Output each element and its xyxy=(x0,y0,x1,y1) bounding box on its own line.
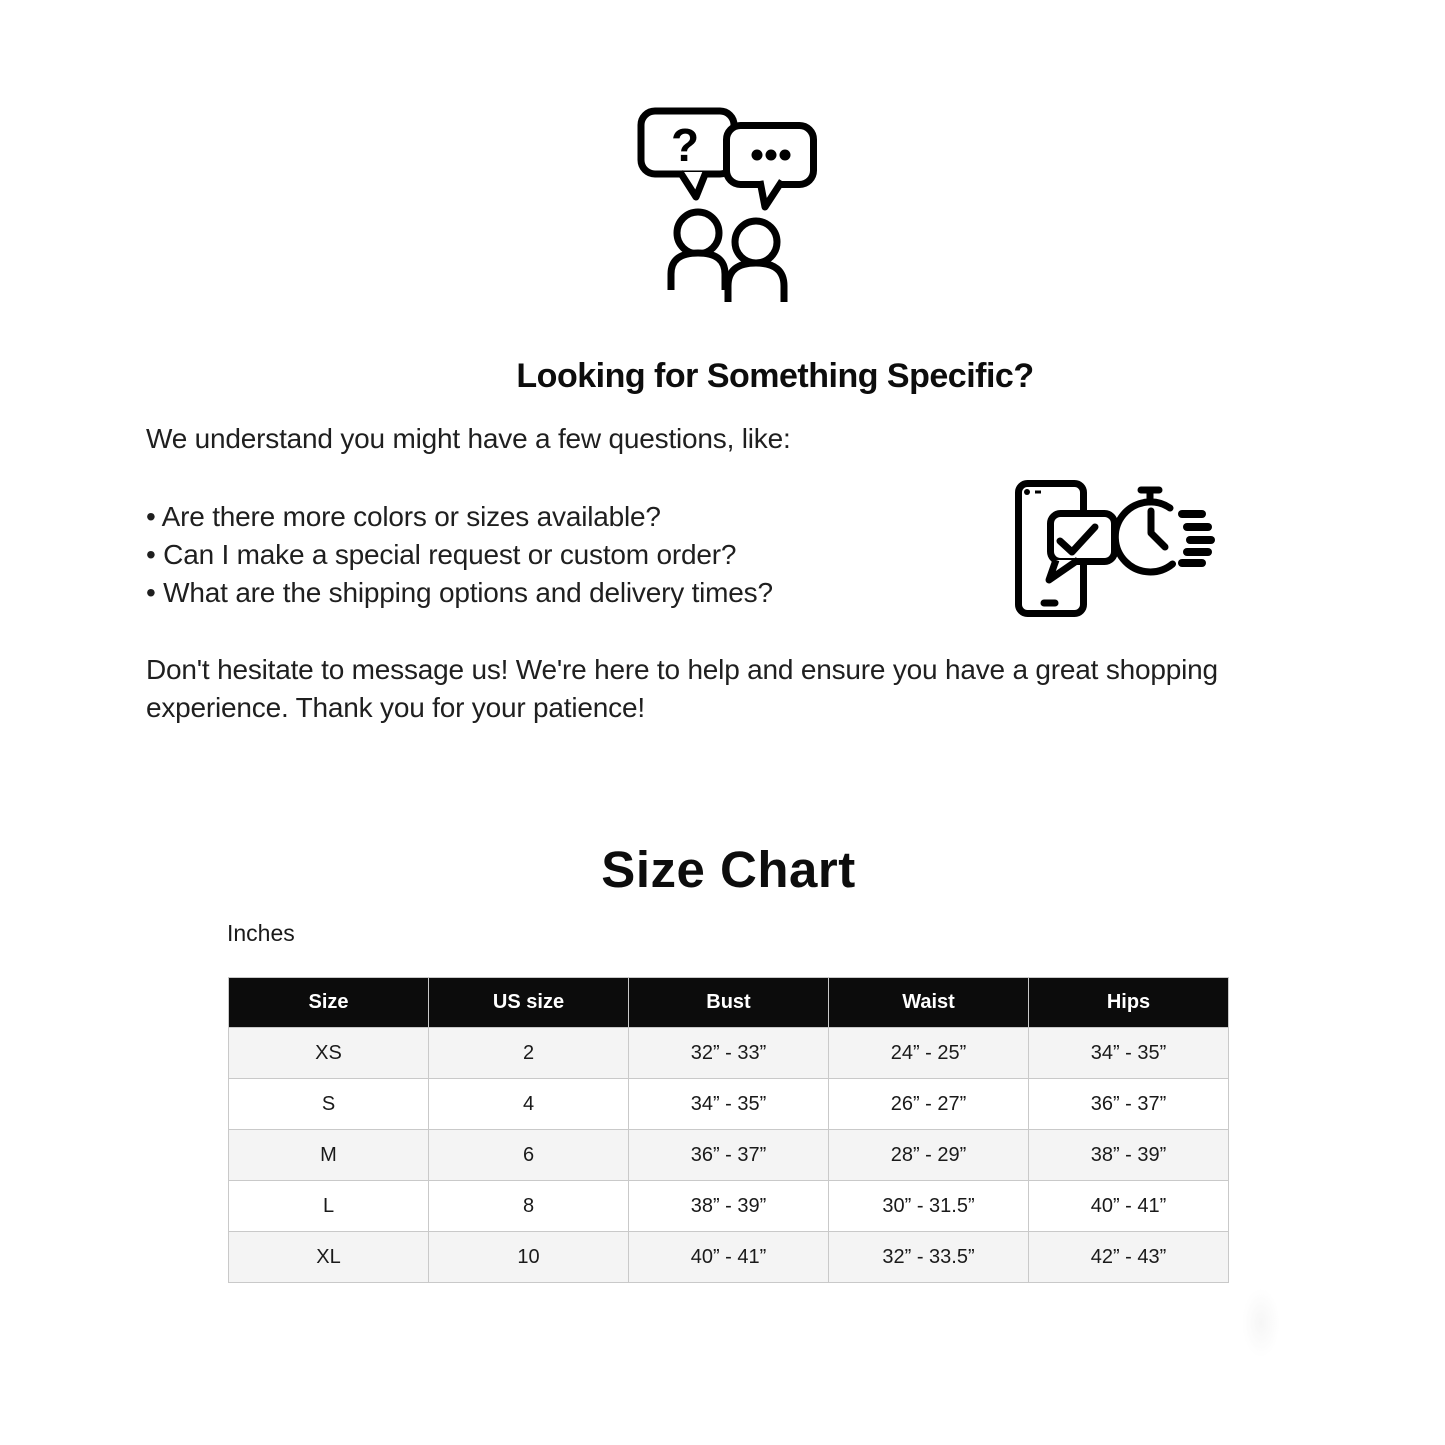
table-cell: S xyxy=(229,1079,429,1130)
table-cell: XL xyxy=(229,1232,429,1283)
table-row-l xyxy=(229,1181,1229,1232)
typing-dot xyxy=(752,150,763,161)
table-cell: 32” - 33.5” xyxy=(829,1232,1029,1283)
table-cell: 34” - 35” xyxy=(1029,1028,1229,1079)
typing-dot xyxy=(780,150,791,161)
table-row-m xyxy=(229,1130,1229,1181)
table-cell: 26” - 27” xyxy=(829,1079,1029,1130)
table-cell: 38” - 39” xyxy=(1029,1130,1229,1181)
phone-message-stopwatch-icon xyxy=(1008,472,1220,624)
stopwatch-ring xyxy=(1115,502,1172,572)
header-row xyxy=(229,978,1229,1028)
person-body xyxy=(671,253,725,290)
size-chart-title: Size Chart xyxy=(601,841,856,898)
table-cell: 30” - 31.5” xyxy=(829,1181,1029,1232)
table-cell: 6 xyxy=(429,1130,629,1181)
column-header: Bust xyxy=(629,978,829,1028)
column-header: Hips xyxy=(1029,978,1229,1028)
faint-watermark xyxy=(1242,1288,1280,1358)
table-cell: 28” - 29” xyxy=(829,1130,1029,1181)
table-cell: 36” - 37” xyxy=(629,1130,829,1181)
table-cell: 10 xyxy=(429,1232,629,1283)
question-item: • Can I make a special request or custom order? xyxy=(146,539,737,570)
table-cell: L xyxy=(229,1181,429,1232)
question-bubble-tail xyxy=(680,172,706,197)
reply-bubble-tail xyxy=(760,181,782,207)
table-cell: 40” - 41” xyxy=(629,1232,829,1283)
column-header: Waist xyxy=(829,978,1029,1028)
question-list xyxy=(146,498,773,612)
table-cell: 2 xyxy=(429,1028,629,1079)
table-row-s xyxy=(229,1079,1229,1130)
person-head xyxy=(735,221,777,263)
question-item: • Are there more colors or sizes available? xyxy=(146,501,661,532)
intro-text: We understand you might have a few questions, like: xyxy=(146,423,791,454)
table-cell: 42” - 43” xyxy=(1029,1232,1229,1283)
table-cell: XS xyxy=(229,1028,429,1079)
person-head xyxy=(677,212,719,254)
table-cell: M xyxy=(229,1130,429,1181)
table-cell: 34” - 35” xyxy=(629,1079,829,1130)
typing-dot xyxy=(766,150,777,161)
section-heading: Looking for Something Specific? xyxy=(516,357,1034,395)
table-row-xl xyxy=(229,1232,1229,1283)
table-cell: 4 xyxy=(429,1079,629,1130)
table-cell: 24” - 25” xyxy=(829,1028,1029,1079)
person-body xyxy=(728,263,784,302)
question-item: • What are the shipping options and delivery times? xyxy=(146,577,773,608)
size-chart-table xyxy=(228,977,1229,1283)
table-cell: 8 xyxy=(429,1181,629,1232)
people-chat-question-icon xyxy=(630,102,822,307)
table-cell: 36” - 37” xyxy=(1029,1079,1229,1130)
stopwatch-hands xyxy=(1151,511,1165,547)
column-header: Size xyxy=(229,978,429,1028)
question-mark-glyph: ? xyxy=(670,119,700,171)
phone-camera-dot xyxy=(1024,489,1030,495)
column-header: US size xyxy=(429,978,629,1028)
unit-label: Inches xyxy=(227,920,295,946)
table-cell: 32” - 33” xyxy=(629,1028,829,1079)
table-row-xs xyxy=(229,1028,1229,1079)
table-cell: 38” - 39” xyxy=(629,1181,829,1232)
closing-text: Don't hesitate to message us! We're here to help and ensure you have a great shopping experience. Thank you for your patience! xyxy=(146,654,1218,723)
table-cell: 40” - 41” xyxy=(1029,1181,1229,1232)
